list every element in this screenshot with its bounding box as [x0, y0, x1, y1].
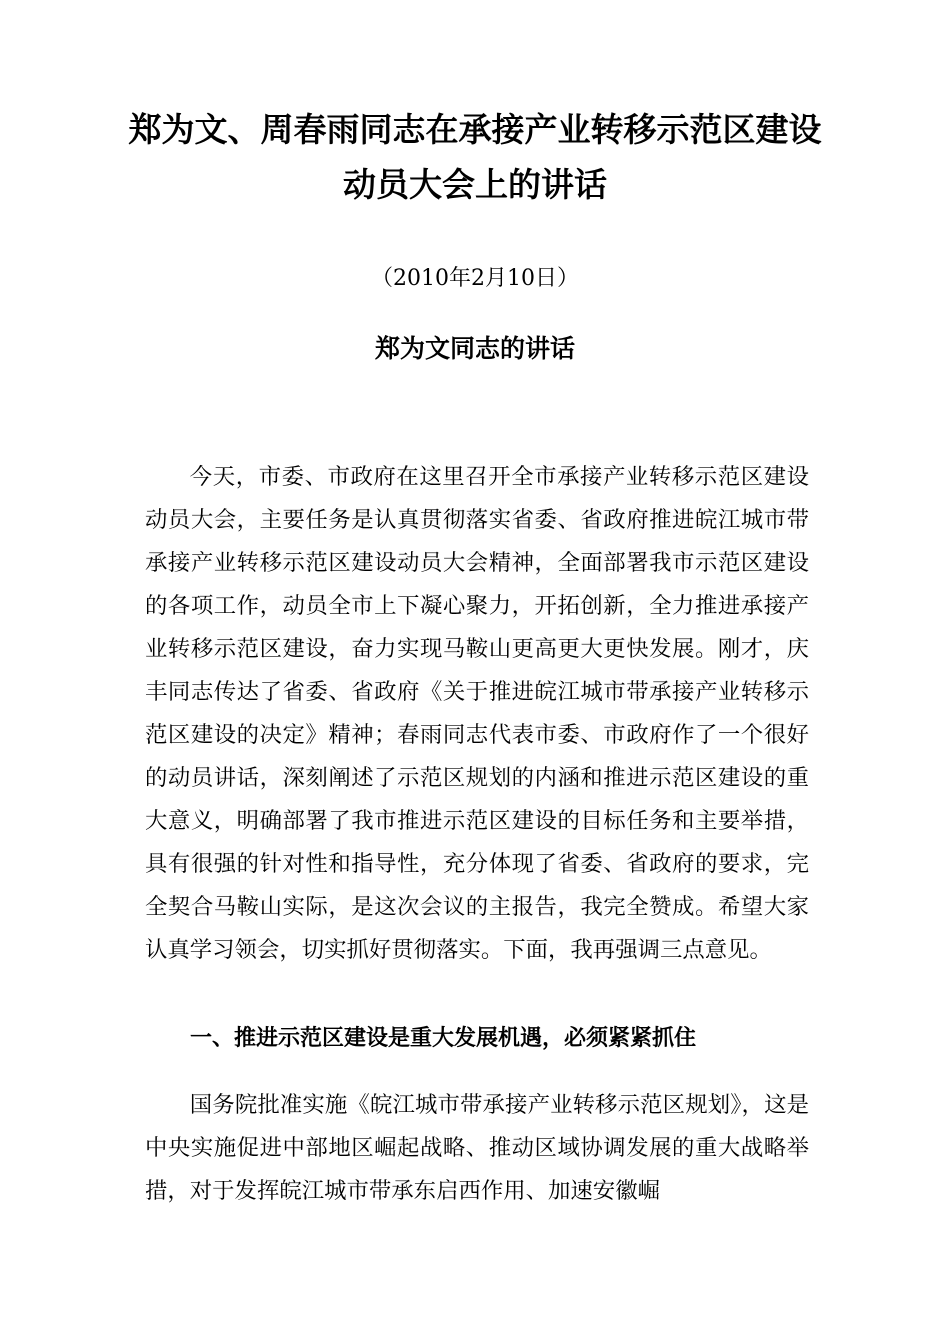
- section-heading-1: 一、推进示范区建设是重大发展机遇，必须紧紧抓住: [190, 1026, 697, 1051]
- body-paragraph-1: 今天，市委、市政府在这里召开全市承接产业转移示范区建设动员大会，主要任务是认真贯彻落实省委、省政府推进皖江城市带承接产业转移示范区建设动员大会精神，全面部署我市示范区建设的各项工作，动员全市上下凝心聚力，开拓创新，全力推进承接产业转移示范区建设，奋力实现马鞍山更高更大更快发展。刚才，庆丰同志传达了省委、省政府《关于推进皖江城市带承接产业转移示范区建设的决定》精神；春雨同志代表市委、市政府作了一个很好的动员讲话，深刻阐述了示范区规划的内涵和推进示范区建设的重大意义，明确部署了我市推进示范区建设的目标任务和主要举措，具有很强的针对性和指导性，充分体现了省委、省政府的要求，完全契合马鞍山实际，是这次会议的主报告，我完全赞成。希望大家认真学习领会，切实抓好贯彻落实。下面，我再强调三点意见。: [145, 464, 809, 963]
- speaker-heading: 郑为文同志的讲话: [374, 334, 575, 363]
- document-title-line-1: 郑为文、周春雨同志在承接产业转移示范区建设: [128, 110, 822, 149]
- body-paragraph-2: 国务院批准实施《皖江城市带承接产业转移示范区规划》，这是中央实施促进中部地区崛起战略、推动区域协调发展的重大战略举措，对于发挥皖江城市带承东启西作用、加速安徽崛: [145, 1092, 809, 1204]
- speech-date: （2010年2月10日）: [371, 266, 579, 291]
- document-title-line-2: 动员大会上的讲话: [343, 165, 607, 204]
